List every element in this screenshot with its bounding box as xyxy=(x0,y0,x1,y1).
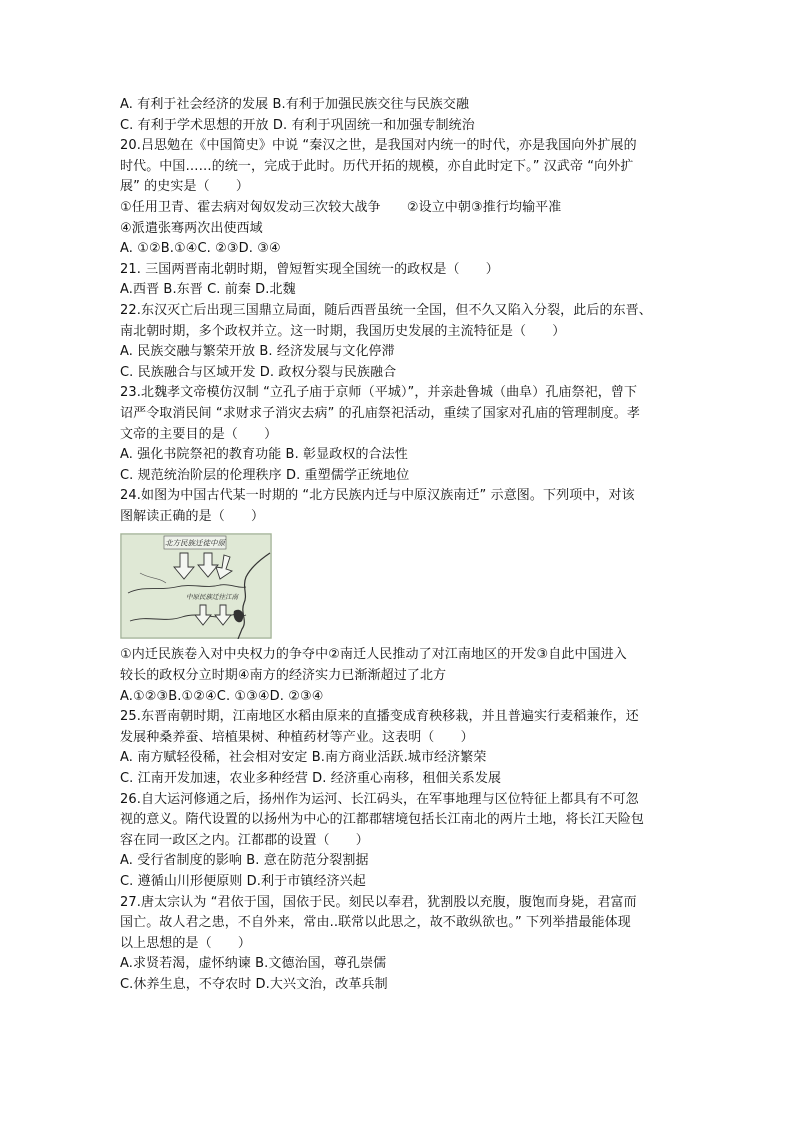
text-line: A. 受行省制度的影响 B. 意在防范分裂割据 xyxy=(120,853,369,869)
text-line: ①内迁民族卷入对中央权力的争夺中②南迁人民推动了对江南地区的开发③自此中国进入 xyxy=(120,647,627,663)
text-line: 视的意义。隋代设置的以扬州为中心的江都郡辖境包括长江南北的两片土地，将长江天险包 xyxy=(120,812,645,828)
text-line: C. 江南开发加速，农业多种经营 D. 经济重心南移，租佃关系发展 xyxy=(120,771,502,787)
text-line: 22.东汉灭亡后出现三国鼎立局面，随后西晋虽统一全国，但不久又陷入分裂，此后的东晋、 xyxy=(120,302,652,318)
text-line: 26.自大运河修通之后，扬州作为运河、长江码头，在军事地理与区位特征上都具有不可忽 xyxy=(120,791,639,807)
map-label-top: 北方民族迁徙中原 xyxy=(165,538,225,548)
text-line: A.西晋 B.东晋 C. 前秦 D.北魏 xyxy=(120,282,296,298)
text-line: 21. 三国两晋南北朝时期，曾短暂实现全国统一的政权是（ ） xyxy=(120,261,499,277)
questions-section-bottom xyxy=(120,645,690,995)
text-line: C. 民族融合与区域开发 D. 政权分裂与民族融合 xyxy=(120,364,397,380)
text-line: C. 规范统治阶层的伦理秩序 D. 重塑儒学正统地位 xyxy=(120,467,410,483)
text-line: 20.吕思勉在《中国简史》中说 “秦汉之世，是我国对内统一的时代，亦是我国向外扩展的 xyxy=(120,138,637,154)
text-line: 诏严令取消民间 “求财求子消灾去病” 的孔庙祭祀活动，重续了国家对孔庙的管理制度。孝 xyxy=(120,405,640,421)
text-line: 时代。中国……的统一，完成于此时。历代开拓的规模，亦自此时定下。” 汉武帝 “向外扩 xyxy=(120,158,634,174)
text-line: A.求贤若渴，虚怀纳谏 B.文德治国，尊孔崇儒 xyxy=(120,956,387,972)
text-line: A. 有利于社会经济的发展 B.有利于加强民族交往与民族交融 xyxy=(120,97,470,112)
text-line: A.①②③B.①②④C. ①③④D. ②③④ xyxy=(120,688,324,704)
text-line: 展” 的史实是（ ） xyxy=(120,179,249,195)
text-line: ④派遣张骞两次出使西域 xyxy=(120,220,263,236)
text-line: C. 遵循山川形便原则 D.利于市镇经济兴起 xyxy=(120,874,366,889)
text-line: 23.北魏孝文帝模仿汉制 “立孔子庙于京师（平城）”，并亲赴鲁城（曲阜）孔庙祭祀，曾下 xyxy=(120,385,638,401)
text-line: C. 有利于学术思想的开放 D. 有利于巩固统一和加强专制统治 xyxy=(120,117,475,133)
text-line: 以上思想的是（ ） xyxy=(120,935,252,951)
text-line: 图解读正确的是（ ） xyxy=(120,508,265,524)
text-line: 国亡。故人君之患，不自外来，常由..联常以此思之，故不敢纵欲也。” 下列举措最能体现 xyxy=(120,915,631,931)
text-line: 24.如图为中国古代某一时期的 “北方民族内迁与中原汉族南迁” 示意图。下列项中，对该 xyxy=(120,488,635,504)
text-line: A. 强化书院祭祀的教育功能 B. 彰显政权的合法性 xyxy=(120,447,408,463)
text-line: C.休养生息，不夺农时 D.大兴文治，改革兵制 xyxy=(120,976,388,992)
text-line: A. 民族交融与繁荣开放 B. 经济发展与文化停滞 xyxy=(120,344,395,360)
question-page xyxy=(120,95,690,996)
migration-map xyxy=(120,533,272,639)
text-line: 发展种桑养蚕、培植果树、种植药材等产业。这表明（ ） xyxy=(120,729,474,745)
text-line: 25.东晋南朝时期，江南地区水稻由原来的直播变成育秧移栽，并且普遍实行麦稻兼作，还 xyxy=(120,709,639,725)
text-line: 南北朝时期，多个政权并立。这一时期，我国历史发展的主流特征是（ ） xyxy=(120,323,566,339)
migration-map-drawing xyxy=(120,533,272,639)
text-line: 文帝的主要目的是（ ） xyxy=(120,426,278,442)
text-line: 27.唐太宗认为 “君依于国，国依于民。刻民以奉君，犹割股以充腹，腹饱而身毙，君富而 xyxy=(120,894,637,910)
questions-section-top xyxy=(120,95,690,527)
text-line: 较长的政权分立时期④南方的经济实力已渐渐超过了北方 xyxy=(120,668,447,684)
text-line: 容在同一政区之内。江都郡的设置（ ） xyxy=(120,832,369,848)
text-line: ①任用卫青、霍去病对匈奴发动三次较大战争 ②设立中朝③推行均输平准 xyxy=(120,199,562,215)
text-line: A. ①②B.①④C. ②③D. ③④ xyxy=(120,241,281,257)
text-line: A. 南方赋轻役稀，社会相对安定 B.南方商业活跃.城市经济繁荣 xyxy=(120,750,487,766)
map-label-bottom: 中原民族迁往江南 xyxy=(186,593,238,602)
